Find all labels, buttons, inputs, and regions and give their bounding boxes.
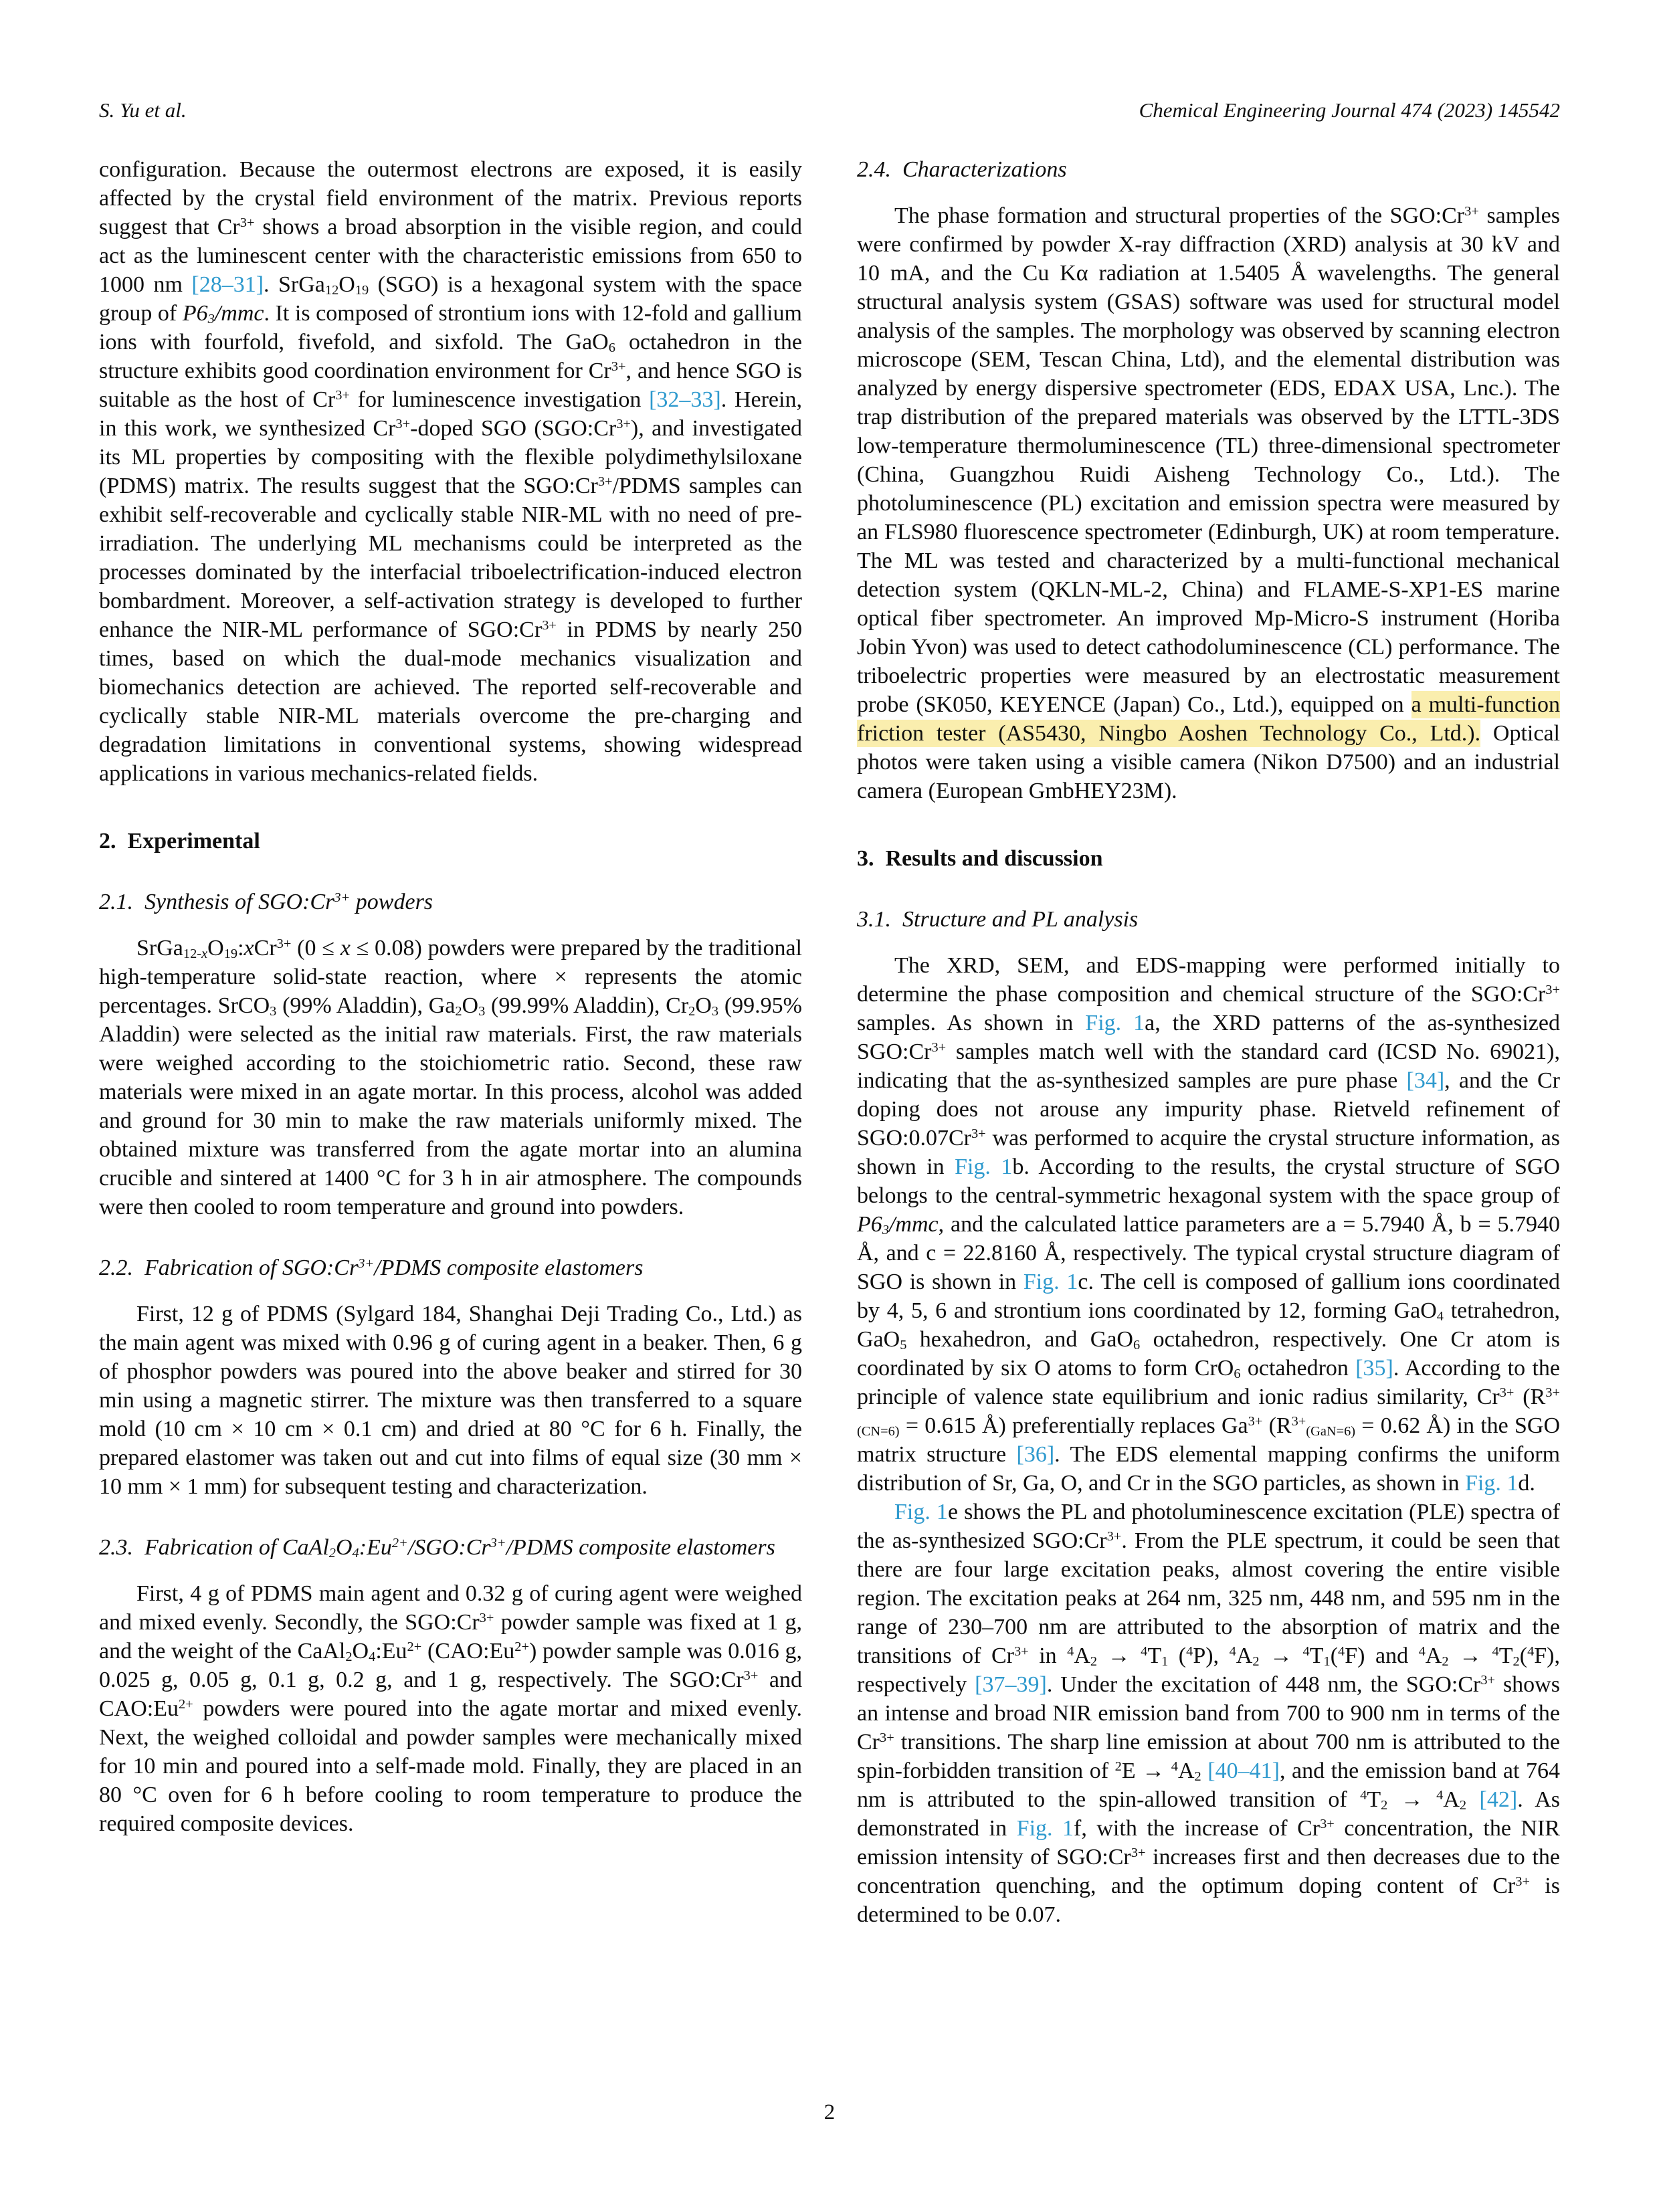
page-footer bbox=[0, 2100, 1659, 2125]
citation-link[interactable]: Fig. 1 bbox=[955, 1154, 1013, 1179]
subsection-heading: 3.1. Structure and PL analysis bbox=[857, 907, 1139, 932]
page-header bbox=[99, 98, 1560, 123]
highlighted-text: a multi-function friction tester (AS5430, Ningbo Aoshen Technology Co., Ltd.). bbox=[857, 692, 1560, 746]
citation-link[interactable]: [34] bbox=[1406, 1068, 1445, 1093]
section-heading: 3. Results and discussion bbox=[857, 846, 1103, 871]
subsection-heading: 2.1. Synthesis of $SGO:Cr^{3+}$ powders bbox=[99, 890, 433, 914]
citation-link[interactable]: Fig. 1 bbox=[894, 1500, 948, 1524]
right-column bbox=[857, 155, 1560, 1929]
header-authors: S. Yu et al. bbox=[99, 98, 187, 122]
citation-link[interactable]: Fig. 1 bbox=[1085, 1011, 1145, 1035]
subsection-heading: 2.2. Fabrication of $SGO:Cr^{3+}$/PDMS composite elastomers bbox=[99, 1255, 644, 1280]
body-paragraph: First, 12 g of PDMS (Sylgard 184, Shanghai Deji Trading Co., Ltd.) as the main agent was mixed with 0.96 g of curing agent in a beaker. Then, 6 g of phosphor powders was poured into the above beaker and stirred for 30 min using a magnetic stirrer. The mixture was then transferred to a square mold (10 cm × 10 cm × 0.1 cm) and dried at 80 °C for 6 h. Finally, the prepared elastomer was taken out and cut into films of equal size (30 mm × 10 mm × 1 mm) for subsequent testing and characterization. bbox=[99, 1302, 802, 1499]
body-paragraph: The phase formation and structural properties of the $SGO:Cr^{3+}$ samples were confirmed by powder X-ray diffraction (XRD) analysis at 30 kV and 10 mA, and the Cu Kα radiation at 1.5405 Å wavelengths. The general structural analysis system (GSAS) software was used for structural model analysis of the samples. The morphology was observed by scanning electron microscope (SEM, Tescan China, Ltd), and the elemental distribution was analyzed by energy dispersive spectrometer (EDS, EDAX USA, Lnc.). The trap distribution of the prepared materials was observed by the LTTL-3DS low-temperature thermoluminescence (TL) three-dimensional spectrometer (China, Guangzhou Ruidi Aisheng Technology Co., Ltd.). The photoluminescence (PL) excitation and emission spectra were measured by an FLS980 fluorescence spectrometer (Edinburgh, UK) at room temperature. The ML was tested and characterized by a multi-functional mechanical detection system (QKLN-ML-2, China) and FLAME-S-XP1-ES marine optical fiber spectrometer. An improved Mp-Micro-S instrument (Horiba Jobin Yvon) was used to detect cathodoluminescence (CL) performance. The triboelectric properties were measured by an electrostatic measurement probe (SK050, KEYENCE (Japan) Co., Ltd.), equipped on a multi-function friction tester (AS5430, Ningbo Aoshen Technology Co., Ltd.). Optical photos were taken using a visible camera (Nikon D7500) and an industrial camera (European GmbHEY23M). bbox=[857, 203, 1560, 803]
body-paragraph: The XRD, SEM, and EDS-mapping were performed initially to determine the phase composition and chemical structure of the $SGO:Cr^{3+}$ samples. As shown in Fig. 1a, the XRD patterns of the as-synthesized $SGO:Cr^{3+}$ samples match well with the standard card (ICSD No. 69021), indicating that the as-synthesized samples are pure phase [34], and the Cr doping does not arouse any impurity phase. Rietveld refinement of $SGO:0.07Cr^{3+}$ was performed to acquire the crystal structure information, as shown in Fig. 1b. According to the results, the crystal structure of SGO belongs to the central-symmetric hexagonal system with the space group of $P6_3$/mmc, and the calculated lattice parameters are a = 5.7940 Å, b = 5.7940 Å, and c = 22.8160 Å, respectively. The typical crystal structure diagram of SGO is shown in Fig. 1c. The cell is composed of gallium ions coordinated by 4, 5, 6 and strontium ions coordinated by 12, forming GaO$_4$ tetrahedron, GaO$_5$ hexahedron, and GaO$_6$ octahedron, respectively. One Cr atom is coordinated by six O atoms to form CrO$_6$ octahedron [35]. According to the principle of valence state equilibrium and ionic radius similarity, $Cr^{3+}$ ($R^{3+}_{(CN=6)} = 0.615$ Å) preferentially replaces $Ga^{3+}$ ($R^{3+}_{(GaN=6)} = 0.62$ Å) in the SGO matrix structure [36]. The EDS elemental mapping confirms the uniform distribution of Sr, Ga, O, and Cr in the SGO particles, as shown in Fig. 1d. bbox=[857, 953, 1561, 1496]
body-paragraph: First, 4 g of PDMS main agent and 0.32 g of curing agent were weighed and mixed evenly. Secondly, the $SGO:Cr^{3+}$ powder sample was fixed at 1 g, and the weight of the $CaAl_2O_4:Eu^{2+}$ $(CAO:Eu^{2+})$ powder sample was 0.016 g, 0.025 g, 0.05 g, 0.1 g, 0.2 g, and 1 g, respectively. The $SGO:Cr^{3+}$ and $CAO:Eu^{2+}$ powders were poured into the agate mortar and mixed evenly. Next, the weighed colloidal and powder samples were mechanically mixed for 10 min and poured into a self-made mold. Finally, they are placed in an 80 °C oven for 6 h before cooling to room temperature to produce the required composite devices. bbox=[99, 1581, 802, 1836]
page-number: 2 bbox=[823, 2100, 836, 2124]
citation-link[interactable]: [35] bbox=[1355, 1356, 1393, 1381]
two-column-body bbox=[99, 155, 1560, 1929]
citation-link[interactable]: Fig. 1 bbox=[1023, 1270, 1078, 1294]
citation-link[interactable]: [42] bbox=[1479, 1787, 1518, 1812]
body-paragraph: Fig. 1e shows the PL and photoluminescence excitation (PLE) spectra of the as-synthesized $SGO:Cr^{3+}$. From the PLE spectrum, it could be seen that there are four large excitation peaks, almost covering the entire visible region. The excitation peaks at 264 nm, 325 nm, 448 nm, and 595 nm in the range of 230–700 nm are attributed to the absorption of matrix and the transitions of $Cr^{3+}$ in $^4A_2 \to ^4T_1$ ($^4$P), $^4A_2 \to ^4T_1(^4F)$ and $^4A_2 \to ^4T_2(^4F)$, respectively [37–39]. Under the excitation of 448 nm, the $SGO:Cr^{3+}$ shows an intense and broad NIR emission band from 700 to 900 nm in terms of the $Cr^{3+}$ transitions. The sharp line emission at about 700 nm is attributed to the spin-forbidden transition of $^2E \to ^4A_2$ [40–41], and the emission band at 764 nm is attributed to the spin-allowed transition of $^4T_2 \to ^4A_2$ [42]. As demonstrated in Fig. 1f, with the increase of $Cr^{3+}$ concentration, the NIR emission intensity of $SGO:Cr^{3+}$ increases first and then decreases due to the concentration quenching, and the optimum doping content of $Cr^{3+}$ is determined to be 0.07. bbox=[857, 1500, 1561, 1927]
citation-link[interactable]: [32–33] bbox=[649, 387, 721, 412]
header-journal: Chemical Engineering Journal 474 (2023) 145542 bbox=[1139, 98, 1560, 122]
subsection-heading: 2.3. Fabrication of $CaAl_2O_4:Eu^{2+}/SGO:Cr^{3+}$/PDMS composite elastomers bbox=[99, 1535, 775, 1561]
citation-link[interactable]: [37–39] bbox=[975, 1672, 1047, 1697]
citation-link[interactable]: Fig. 1 bbox=[1465, 1471, 1519, 1496]
left-column bbox=[99, 155, 802, 1929]
citation-link[interactable]: [36] bbox=[1016, 1442, 1055, 1467]
body-paragraph: configuration. Because the outermost electrons are exposed, it is easily affected by the crystal field environment of the matrix. Previous reports suggest that $Cr^{3+}$ shows a broad absorption in the visible region, and could act as the luminescent center with the characteristic emissions from 650 to 1000 nm [28–31]. $SrGa_{12}O_{19}$ (SGO) is a hexagonal system with the space group of $P6_3$/mmc. It is composed of strontium ions with 12-fold and gallium ions with fourfold, fivefold, and sixfold. The GaO$_6$ octahedron in the structure exhibits good coordination environment for $Cr^{3+}$, and hence SGO is suitable as the host of $Cr^{3+}$ for luminescence investigation [32–33]. Herein, in this work, we synthesized $Cr^{3+}$-doped SGO $(SGO:Cr^{3+})$, and investigated its ML properties by compositing with the flexible polydimethylsiloxane (PDMS) matrix. The results suggest that the $SGO:Cr^{3+}$/PDMS samples can exhibit self-recoverable and cyclically stable NIR-ML with no need of pre-irradiation. The underlying ML mechanisms could be interpreted as the processes dominated by the interfacial triboelectrification-induced electron bombardment. Moreover, a self-activation strategy is developed to further enhance the NIR-ML performance of $SGO:Cr^{3+}$ in PDMS by nearly 250 times, based on which the dual-mode mechanics visualization and biomechanics detection are achieved. The reported self-recoverable and cyclically stable NIR-ML materials overcome the pre-charging and degradation limitations in conventional systems, showing widespread applications in various mechanics-related fields. bbox=[99, 157, 803, 786]
citation-link[interactable]: [40–41] bbox=[1207, 1758, 1280, 1783]
citation-link[interactable]: Fig. 1 bbox=[1016, 1816, 1074, 1841]
citation-link[interactable]: [28–31] bbox=[191, 272, 264, 297]
body-paragraph: $SrGa_{12-x}O_{19}:xCr^{3+}$ (0 ≤ x ≤ 0.08) powders were prepared by the traditional high-temperature solid-state reaction, where × represents the atomic percentages. SrCO$_3$ (99% Aladdin), $Ga_2O_3$ (99.99% Aladdin), $Cr_2O_3$ (99.95% Aladdin) were selected as the initial raw materials. First, the raw materials were weighed according to the stoichiometric ratio. Second, these raw materials were mixed in an agate mortar. In this process, alcohol was added and ground for 30 min to make the raw materials uniformly mixed. The obtained mixture was transferred from the agate mortar into an alumina crucible and sintered at 1400 °C for 3 h in air atmosphere. The compounds were then cooled to room temperature and ground into powders. bbox=[99, 936, 802, 1219]
section-heading: 2. Experimental bbox=[99, 829, 260, 853]
subsection-heading: 2.4. Characterizations bbox=[857, 157, 1067, 182]
